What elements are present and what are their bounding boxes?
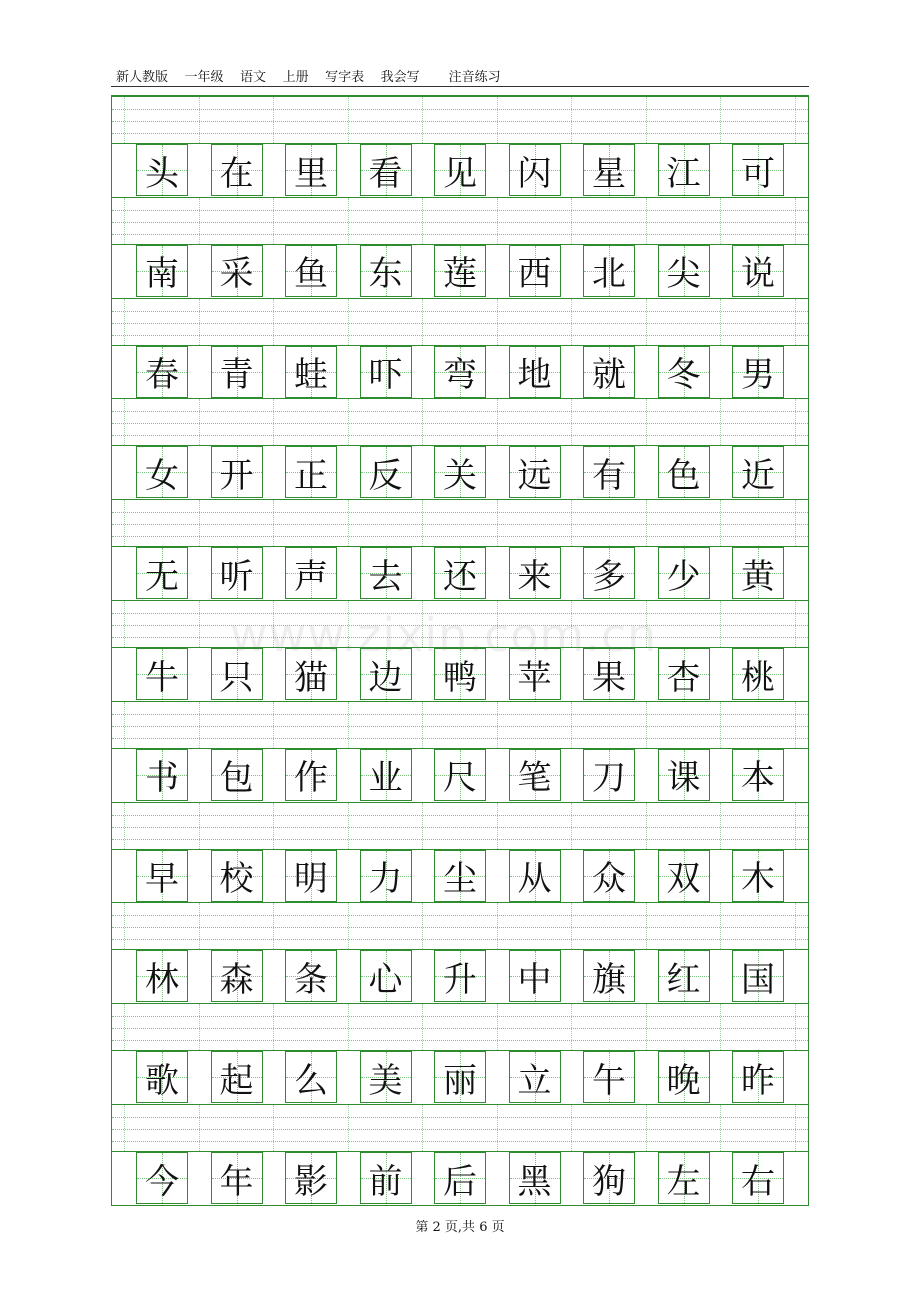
hanzi-character: 西 [517, 254, 552, 295]
tianzige-cell [509, 1051, 561, 1103]
hanzi-character: 右 [741, 1161, 775, 1202]
hanzi-character: 影 [294, 1161, 328, 1202]
hanzi-character: 少 [666, 556, 701, 597]
hanzi-character: 冬 [666, 355, 701, 396]
pinyin-writing-band [112, 197, 808, 245]
tianzige-cell [434, 1152, 486, 1204]
tianzige-cell [434, 144, 486, 196]
tianzige-cell [211, 547, 263, 599]
tianzige-cell [360, 245, 412, 297]
hanzi-character: 年 [219, 1161, 254, 1202]
hanzi-character: 见 [443, 153, 477, 194]
tianzige-cell [285, 446, 337, 498]
header-rule [111, 86, 809, 87]
hanzi-character: 听 [219, 556, 254, 597]
tianzige-cell [434, 245, 486, 297]
character-row [112, 749, 808, 801]
hanzi-character: 采 [219, 254, 254, 295]
tianzige-cell [211, 446, 263, 498]
hanzi-character: 左 [666, 1161, 701, 1202]
hanzi-character: 还 [443, 556, 477, 597]
tianzige-cell [434, 1051, 486, 1103]
hanzi-character: 昨 [741, 1060, 775, 1101]
tianzige-cell [285, 1152, 337, 1204]
hanzi-character: 边 [368, 657, 403, 698]
pinyin-writing-band [112, 902, 808, 950]
tianzige-cell [285, 245, 337, 297]
tianzige-cell [360, 547, 412, 599]
hanzi-character: 声 [294, 556, 328, 597]
hanzi-character: 本 [741, 758, 775, 799]
tianzige-cell [434, 346, 486, 398]
tianzige-cell [211, 950, 263, 1002]
tianzige-cell [434, 950, 486, 1002]
hanzi-character: 近 [741, 455, 775, 496]
hanzi-character: 尘 [443, 859, 477, 900]
tianzige-cell [360, 850, 412, 902]
character-row [112, 144, 808, 196]
hanzi-character: 众 [592, 859, 626, 900]
tianzige-cell [732, 547, 784, 599]
hanzi-character: 北 [592, 254, 626, 295]
hanzi-character: 头 [145, 153, 179, 194]
character-row [112, 1152, 808, 1204]
tianzige-cell [434, 648, 486, 700]
hanzi-character: 课 [666, 758, 701, 799]
tianzige-cell [583, 346, 635, 398]
pinyin-writing-band [112, 802, 808, 850]
page-footer: 第 2 页,共 6 页 [415, 1220, 505, 1235]
tianzige-cell [360, 1152, 412, 1204]
character-row [112, 245, 808, 297]
tianzige-cell [136, 749, 188, 801]
tianzige-cell [509, 446, 561, 498]
hanzi-character: 力 [368, 859, 403, 900]
hanzi-character: 星 [592, 153, 626, 194]
tianzige-cell [211, 245, 263, 297]
tianzige-cell [136, 1152, 188, 1204]
pinyin-writing-band [112, 499, 808, 547]
writing-grid-sheet [111, 95, 809, 1206]
tianzige-cell [732, 144, 784, 196]
hanzi-character: 弯 [443, 355, 477, 396]
tianzige-cell [658, 144, 710, 196]
hanzi-character: 红 [666, 959, 701, 1000]
tianzige-cell [658, 749, 710, 801]
hanzi-character: 去 [368, 556, 403, 597]
tianzige-cell [434, 547, 486, 599]
hanzi-character: 女 [145, 455, 179, 496]
hanzi-character: 木 [741, 859, 775, 900]
hanzi-character: 心 [368, 959, 403, 1000]
tianzige-cell [211, 1051, 263, 1103]
hanzi-character: 闪 [517, 153, 552, 194]
tianzige-cell [509, 245, 561, 297]
hanzi-character: 蛙 [294, 355, 328, 396]
tianzige-cell [434, 446, 486, 498]
hanzi-character: 双 [666, 859, 701, 900]
hanzi-character: 在 [219, 153, 254, 194]
hanzi-character: 春 [145, 355, 179, 396]
hanzi-character: 狗 [592, 1161, 626, 1202]
tianzige-cell [136, 346, 188, 398]
tianzige-cell [434, 850, 486, 902]
character-row [112, 1051, 808, 1103]
tianzige-cell [583, 648, 635, 700]
hanzi-character: 今 [145, 1161, 179, 1202]
hanzi-character: 可 [741, 153, 775, 194]
tianzige-cell [583, 446, 635, 498]
tianzige-cell [285, 749, 337, 801]
tianzige-cell [658, 648, 710, 700]
tianzige-cell [211, 144, 263, 196]
hanzi-character: 吓 [368, 355, 403, 396]
hanzi-character: 青 [219, 355, 254, 396]
character-row [112, 850, 808, 902]
hanzi-character: 午 [592, 1060, 626, 1101]
tianzige-cell [285, 850, 337, 902]
tianzige-cell [658, 950, 710, 1002]
hanzi-character: 笔 [517, 758, 552, 799]
pinyin-writing-band [112, 96, 808, 144]
tianzige-cell [732, 1152, 784, 1204]
hanzi-character: 无 [145, 556, 179, 597]
tianzige-cell [136, 245, 188, 297]
tianzige-cell [732, 850, 784, 902]
hanzi-character: 果 [592, 657, 626, 698]
hanzi-character: 牛 [145, 657, 179, 698]
hanzi-character: 江 [666, 153, 701, 194]
hanzi-character: 升 [443, 959, 477, 1000]
hanzi-character: 美 [368, 1060, 403, 1101]
tianzige-cell [658, 446, 710, 498]
tianzige-cell [509, 950, 561, 1002]
hanzi-character: 尖 [666, 254, 701, 295]
character-row [112, 950, 808, 1002]
tianzige-cell [211, 850, 263, 902]
hanzi-character: 起 [219, 1060, 254, 1101]
tianzige-cell [732, 648, 784, 700]
tianzige-cell [360, 749, 412, 801]
hanzi-character: 里 [294, 153, 328, 194]
hanzi-character: 鸭 [443, 657, 477, 698]
tianzige-cell [732, 950, 784, 1002]
hanzi-character: 歌 [145, 1060, 179, 1101]
hanzi-character: 黑 [517, 1161, 552, 1202]
hanzi-character: 校 [219, 859, 254, 900]
hanzi-character: 黄 [741, 556, 775, 597]
hanzi-character: 鱼 [294, 254, 328, 295]
hanzi-character: 远 [517, 455, 552, 496]
tianzige-cell [732, 1051, 784, 1103]
tianzige-cell [285, 950, 337, 1002]
hanzi-character: 地 [517, 355, 552, 396]
tianzige-cell [136, 950, 188, 1002]
hanzi-character: 业 [368, 758, 403, 799]
character-row [112, 346, 808, 398]
tianzige-cell [136, 850, 188, 902]
hanzi-character: 条 [294, 959, 328, 1000]
hanzi-character: 书 [145, 758, 179, 799]
hanzi-character: 早 [145, 859, 179, 900]
tianzige-cell [509, 648, 561, 700]
pinyin-writing-band [112, 1104, 808, 1152]
tianzige-cell [509, 850, 561, 902]
tianzige-cell [509, 749, 561, 801]
hanzi-character: 中 [517, 959, 552, 1000]
tianzige-cell [583, 245, 635, 297]
tianzige-cell [732, 346, 784, 398]
hanzi-character: 只 [219, 657, 254, 698]
tianzige-cell [658, 1051, 710, 1103]
tianzige-cell [360, 648, 412, 700]
hanzi-character: 东 [368, 254, 403, 295]
hanzi-character: 开 [219, 455, 254, 496]
tianzige-cell [136, 446, 188, 498]
tianzige-cell [583, 1152, 635, 1204]
tianzige-cell [583, 547, 635, 599]
tianzige-cell [211, 749, 263, 801]
hanzi-character: 苹 [517, 657, 552, 698]
tianzige-cell [211, 648, 263, 700]
tianzige-cell [360, 346, 412, 398]
character-row [112, 648, 808, 700]
tianzige-cell [509, 547, 561, 599]
tianzige-cell [136, 648, 188, 700]
hanzi-character: 说 [741, 254, 775, 295]
hanzi-character: 国 [741, 959, 775, 1000]
hanzi-character: 男 [741, 355, 775, 396]
tianzige-cell [360, 950, 412, 1002]
hanzi-character: 正 [294, 455, 328, 496]
hanzi-character: 猫 [294, 657, 328, 698]
tianzige-cell [136, 144, 188, 196]
tianzige-cell [583, 749, 635, 801]
hanzi-character: 包 [219, 758, 254, 799]
tianzige-cell [360, 446, 412, 498]
tianzige-cell [360, 1051, 412, 1103]
tianzige-cell [658, 547, 710, 599]
tianzige-cell [509, 346, 561, 398]
character-row [112, 547, 808, 599]
tianzige-cell [285, 547, 337, 599]
hanzi-character: 来 [517, 556, 552, 597]
tianzige-cell [583, 1051, 635, 1103]
tianzige-cell [285, 144, 337, 196]
hanzi-character: 后 [443, 1161, 477, 1202]
tianzige-cell [583, 850, 635, 902]
hanzi-character: 森 [219, 959, 254, 1000]
page-header: 新人教版 一年级 语文 上册 写字表 我会写 注音练习 [116, 70, 501, 85]
hanzi-character: 作 [294, 758, 328, 799]
hanzi-character: 杏 [666, 657, 701, 698]
hanzi-character: 莲 [443, 254, 477, 295]
tianzige-cell [509, 1152, 561, 1204]
hanzi-character: 多 [592, 556, 626, 597]
tianzige-cell [658, 1152, 710, 1204]
tianzige-cell [732, 446, 784, 498]
hanzi-character: 有 [592, 455, 626, 496]
pinyin-writing-band [112, 298, 808, 346]
tianzige-cell [285, 346, 337, 398]
pinyin-writing-band [112, 701, 808, 749]
hanzi-character: 南 [145, 254, 179, 295]
hanzi-character: 关 [443, 455, 477, 496]
tianzige-cell [658, 245, 710, 297]
hanzi-character: 就 [592, 355, 626, 396]
tianzige-cell [509, 144, 561, 196]
tianzige-cell [732, 245, 784, 297]
hanzi-character: 刀 [592, 758, 626, 799]
hanzi-character: 林 [145, 959, 179, 1000]
hanzi-character: 看 [368, 153, 403, 194]
hanzi-character: 尺 [443, 758, 477, 799]
hanzi-character: 反 [368, 455, 403, 496]
tianzige-cell [434, 749, 486, 801]
tianzige-cell [136, 1051, 188, 1103]
hanzi-character: 前 [368, 1161, 403, 1202]
hanzi-character: 丽 [443, 1060, 477, 1101]
character-row [112, 446, 808, 498]
pinyin-writing-band [112, 398, 808, 446]
hanzi-character: 晚 [666, 1060, 701, 1101]
tianzige-cell [285, 648, 337, 700]
pinyin-writing-band [112, 1003, 808, 1051]
tianzige-cell [583, 950, 635, 1002]
tianzige-cell [732, 749, 784, 801]
hanzi-character: 色 [666, 455, 701, 496]
hanzi-character: 立 [517, 1060, 552, 1101]
tianzige-cell [136, 547, 188, 599]
tianzige-cell [360, 144, 412, 196]
tianzige-cell [285, 1051, 337, 1103]
hanzi-character: 旗 [592, 959, 626, 1000]
tianzige-cell [658, 346, 710, 398]
tianzige-cell [211, 1152, 263, 1204]
hanzi-character: 么 [294, 1060, 328, 1101]
tianzige-cell [211, 346, 263, 398]
tianzige-cell [658, 850, 710, 902]
hanzi-character: 桃 [741, 657, 775, 698]
tianzige-cell [583, 144, 635, 196]
hanzi-character: 明 [294, 859, 328, 900]
watermark: www.zixin.com.cn [230, 608, 658, 662]
hanzi-character: 从 [517, 859, 552, 900]
